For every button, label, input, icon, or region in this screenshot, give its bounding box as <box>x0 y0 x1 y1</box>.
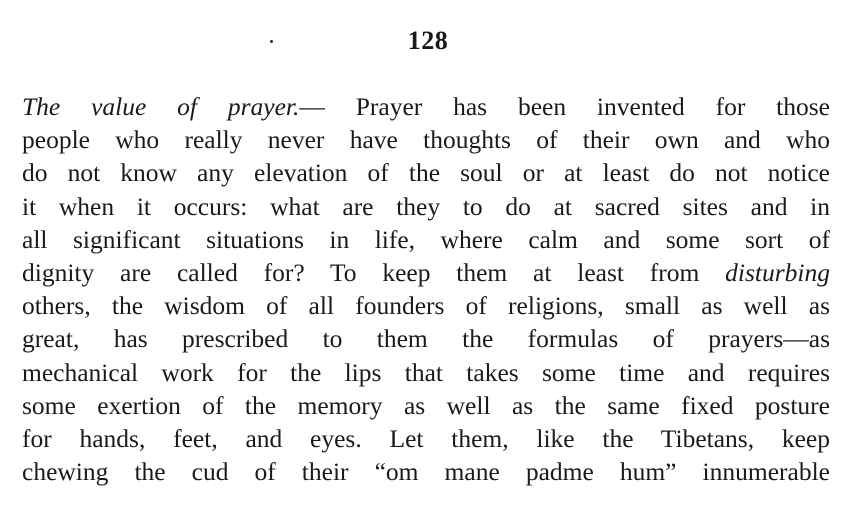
text-line-12: chewing the cud of their “om mane padme hum” innumerable <box>22 457 830 487</box>
text-line-10: some exertion of the memory as well as the same fixed posture <box>22 390 830 420</box>
text-line-9: mechanical work for the lips that takes some time and requires <box>22 357 830 387</box>
page-number: 128 <box>407 26 449 55</box>
text-line-2: people who really never have thoughts of their own and who <box>22 125 830 155</box>
text-line-7: others, the wisdom of all founders of religions, small as well as <box>22 291 830 321</box>
text-line-6-content: dignity are called for? To keep them at least from <box>22 257 700 287</box>
text-line-5: all significant situations in life, where calm and some sort of <box>22 224 830 254</box>
print-speck <box>270 40 273 43</box>
text-line-3: do not know any elevation of the soul or at least do not notice <box>22 158 830 188</box>
text-line-8: great, has prescribed to them the formulas of prayers—as <box>22 324 830 354</box>
passage-body <box>22 90 830 488</box>
text-line-11: for hands, feet, and eyes. Let them, like the Tibetans, keep <box>22 423 830 453</box>
emphasized-word: disturbing <box>725 257 831 287</box>
text-line-1-content: — Prayer has been invented for those <box>299 92 830 121</box>
text-line-1 <box>22 90 830 123</box>
text-line-6 <box>22 256 830 289</box>
section-heading: The value of prayer. <box>22 92 300 121</box>
text-line-4: it when it occurs: what are they to do at sacred sites and in <box>22 191 830 221</box>
